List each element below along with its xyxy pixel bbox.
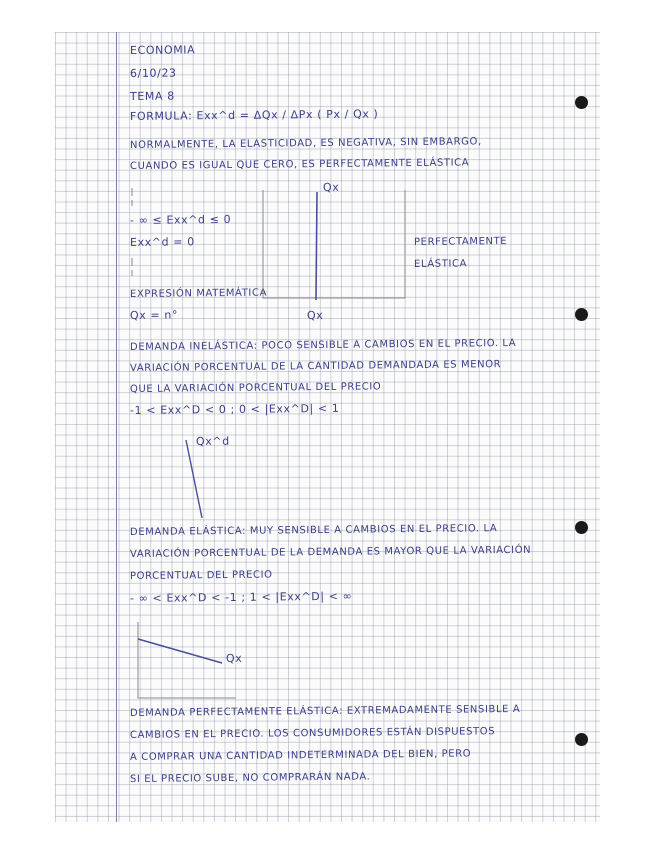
inelastic-line-2: VARIACIÓN PORCENTUAL DE LA CANTIDAD DEMANDADA ES MENOR [129,359,502,374]
elastic-line-2: VARIACIÓN PORCENTUAL DE LA DEMANDA ES MAYOR QUE LA VARIACIÓN [129,544,532,560]
topic: TEMA 8 [129,89,175,103]
perfect-elastic-line-2: CAMBIOS EN EL PRECIO. LOS CONSUMIDORES ESTÁN DISPUESTOS [129,726,496,741]
formula: FORMULA: Exx^d = ΔQx / ΔPx ( Px / Qx ) [129,107,379,123]
binder-hole [575,308,588,321]
axis-label-top: Qx [322,180,340,194]
margin-line [116,32,117,822]
math-expression: Qx = n° [129,308,179,322]
binder-hole [575,96,588,109]
perfect-elastic-line-4: SI EL PRECIO SUBE, NO COMPRARÁN NADA. [129,771,371,785]
intro-line-1: NORMALMENTE, LA ELASTICIDAD, ES NEGATIVA, SIN EMBARGO, [129,136,482,151]
inelastic-range: -1 < Exx^D < 0 ; 0 < |Exx^D| < 1 [129,401,340,417]
axis-label-bottom: Qx [306,308,324,322]
binder-hole [575,521,588,534]
perfect-elastic-line-1: DEMANDA PERFECTAMENTE ELÁSTICA: EXTREMADAMENTE SENSIBLE A [129,703,521,719]
math-expression-label: EXPRESIÓN MATEMÁTICA [129,287,268,300]
perfect-value: Exx^d = 0 [129,235,195,249]
side-label-perfectamente: PERFECTAMENTE [413,236,508,248]
elastic-line-1: DEMANDA ELÁSTICA: MUY SENSIBLE A CAMBIOS EN EL PRECIO. LA [129,523,498,538]
subject-title: ECONOMIA [129,43,196,57]
elastic-curve-label: Qx [225,651,243,665]
binder-hole [575,733,588,746]
elastic-line-3: PORCENTUAL DEL PRECIO [129,569,273,582]
date: 6/10/23 [129,66,177,80]
inelastic-line-3: QUE LA VARIACIÓN PORCENTUAL DEL PRECIO [129,381,382,395]
side-label-elastica: ELÁSTICA [413,258,468,270]
inelastic-line-1: DEMANDA INELÁSTICA: POCO SENSIBLE A CAMBIOS EN EL PRECIO. LA [129,337,517,353]
perfect-range: - ∞ ≤ Exx^d ≤ 0 [129,212,232,227]
elastic-range: - ∞ < Exx^D < -1 ; 1 < |Exx^D| < ∞ [129,589,353,605]
intro-line-2: CUANDO ES IGUAL QUE CERO, ES PERFECTAMENTE ELÁSTICA [129,157,470,172]
inelastic-curve-label: Qx^d [195,434,230,448]
perfect-elastic-line-3: A COMPRAR UNA CANTIDAD INDETERMINADA DEL BIEN, PERO [129,748,472,763]
